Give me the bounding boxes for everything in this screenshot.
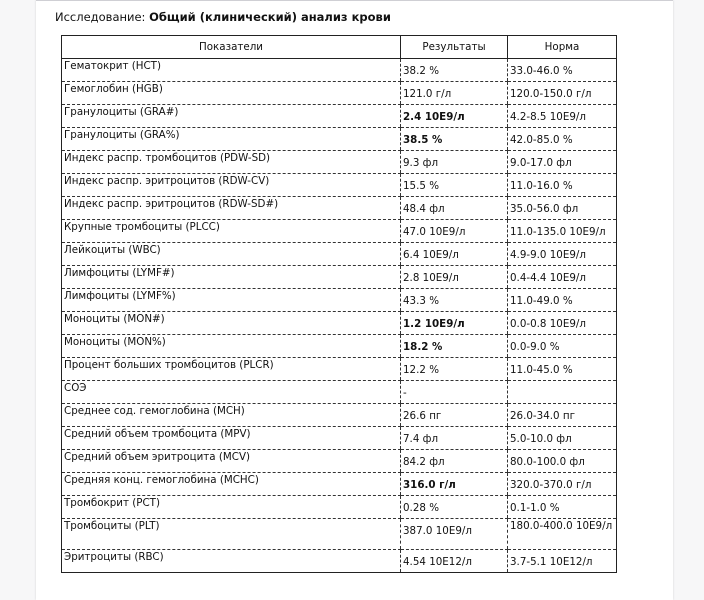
indicator-name: Гемоглобин (HGB) xyxy=(62,82,401,105)
result-value: 6.4 10E9/л xyxy=(401,243,508,266)
table-row xyxy=(62,312,617,335)
header-result: Результаты xyxy=(401,36,508,59)
table-row xyxy=(62,289,617,312)
indicator-name: Крупные тромбоциты (PLCC) xyxy=(62,220,401,243)
norm-range: 0.0-0.8 10E9/л xyxy=(508,312,617,335)
indicator-name: Гранулоциты (GRA%) xyxy=(62,128,401,151)
indicator-name: Лимфоциты (LYMF%) xyxy=(62,289,401,312)
table-row xyxy=(62,220,617,243)
table-row xyxy=(62,243,617,266)
table-row xyxy=(62,450,617,473)
indicator-name: Моноциты (MON#) xyxy=(62,312,401,335)
result-value: 48.4 фл xyxy=(401,197,508,220)
header-norm: Норма xyxy=(508,36,617,59)
table-row xyxy=(62,381,617,404)
indicator-name: Процент больших тромбоцитов (PLCR) xyxy=(62,358,401,381)
norm-range: 33.0-46.0 % xyxy=(508,59,617,82)
indicator-name: Тромбоциты (PLT) xyxy=(62,519,401,550)
result-value: 26.6 пг xyxy=(401,404,508,427)
result-value: 387.0 10E9/л xyxy=(401,519,508,550)
table-row xyxy=(62,59,617,82)
table-row xyxy=(62,128,617,151)
study-label: Исследование: xyxy=(55,10,146,24)
result-value: 7.4 фл xyxy=(401,427,508,450)
result-value: 2.8 10E9/л xyxy=(401,266,508,289)
table-row xyxy=(62,105,617,128)
norm-range: 35.0-56.0 фл xyxy=(508,197,617,220)
norm-range: 3.7-5.1 10E12/л xyxy=(508,550,617,573)
norm-range xyxy=(508,381,617,404)
norm-range: 180.0-400.0 10E9/л xyxy=(508,519,617,550)
norm-range: 5.0-10.0 фл xyxy=(508,427,617,450)
norm-range: 42.0-85.0 % xyxy=(508,128,617,151)
norm-range: 11.0-49.0 % xyxy=(508,289,617,312)
table-row xyxy=(62,473,617,496)
norm-range: 9.0-17.0 фл xyxy=(508,151,617,174)
norm-range: 4.9-9.0 10E9/л xyxy=(508,243,617,266)
table-row xyxy=(62,427,617,450)
result-value: 1.2 10E9/л xyxy=(401,312,508,335)
table-row xyxy=(62,550,617,573)
indicator-name: Гранулоциты (GRA#) xyxy=(62,105,401,128)
study-title: Общий (клинический) анализ крови xyxy=(149,10,391,24)
table-row xyxy=(62,404,617,427)
table-row xyxy=(62,151,617,174)
result-value: 47.0 10E9/л xyxy=(401,220,508,243)
result-value: 43.3 % xyxy=(401,289,508,312)
indicator-name: СОЭ xyxy=(62,381,401,404)
indicator-name: Индекс распр. эритроцитов (RDW-CV) xyxy=(62,174,401,197)
table-header-row xyxy=(62,36,617,59)
norm-range: 11.0-135.0 10E9/л xyxy=(508,220,617,243)
result-value: 4.54 10E12/л xyxy=(401,550,508,573)
result-value: 0.28 % xyxy=(401,496,508,519)
indicator-name: Тромбокрит (PCT) xyxy=(62,496,401,519)
result-value: 316.0 г/л xyxy=(401,473,508,496)
table-row xyxy=(62,519,617,550)
norm-range: 11.0-45.0 % xyxy=(508,358,617,381)
result-value: 38.2 % xyxy=(401,59,508,82)
indicator-name: Моноциты (MON%) xyxy=(62,335,401,358)
header-indicator: Показатели xyxy=(62,36,401,59)
table-row xyxy=(62,358,617,381)
table-row xyxy=(62,197,617,220)
result-value: 12.2 % xyxy=(401,358,508,381)
indicator-name: Среднее сод. гемоглобина (MCH) xyxy=(62,404,401,427)
top-divider xyxy=(36,0,673,1)
table-row xyxy=(62,266,617,289)
norm-range: 26.0-34.0 пг xyxy=(508,404,617,427)
table-row xyxy=(62,174,617,197)
indicator-name: Средняя конц. гемоглобина (MCHC) xyxy=(62,473,401,496)
indicator-name: Средний объем тромбоцита (MPV) xyxy=(62,427,401,450)
norm-range: 0.0-9.0 % xyxy=(508,335,617,358)
result-value: 18.2 % xyxy=(401,335,508,358)
indicator-name: Эритроциты (RBC) xyxy=(62,550,401,573)
table-row xyxy=(62,496,617,519)
results-table xyxy=(61,35,617,573)
result-value: 38.5 % xyxy=(401,128,508,151)
indicator-name: Лейкоциты (WBC) xyxy=(62,243,401,266)
norm-range: 80.0-100.0 фл xyxy=(508,450,617,473)
table-row xyxy=(62,335,617,358)
indicator-name: Лимфоциты (LYMF#) xyxy=(62,266,401,289)
document-sheet xyxy=(36,0,673,600)
indicator-name: Индекс распр. эритроцитов (RDW-SD#) xyxy=(62,197,401,220)
table-row xyxy=(62,82,617,105)
norm-range: 11.0-16.0 % xyxy=(508,174,617,197)
norm-range: 320.0-370.0 г/л xyxy=(508,473,617,496)
indicator-name: Средний объем эритроцита (MCV) xyxy=(62,450,401,473)
norm-range: 0.4-4.4 10E9/л xyxy=(508,266,617,289)
result-value: 121.0 г/л xyxy=(401,82,508,105)
norm-range: 0.1-1.0 % xyxy=(508,496,617,519)
indicator-name: Гематокрит (HCT) xyxy=(62,59,401,82)
result-value: - xyxy=(401,381,508,404)
norm-range: 120.0-150.0 г/л xyxy=(508,82,617,105)
result-value: 9.3 фл xyxy=(401,151,508,174)
result-value: 84.2 фл xyxy=(401,450,508,473)
result-value: 2.4 10E9/л xyxy=(401,105,508,128)
study-heading xyxy=(55,10,391,24)
indicator-name: Индекс распр. тромбоцитов (PDW-SD) xyxy=(62,151,401,174)
result-value: 15.5 % xyxy=(401,174,508,197)
norm-range: 4.2-8.5 10E9/л xyxy=(508,105,617,128)
